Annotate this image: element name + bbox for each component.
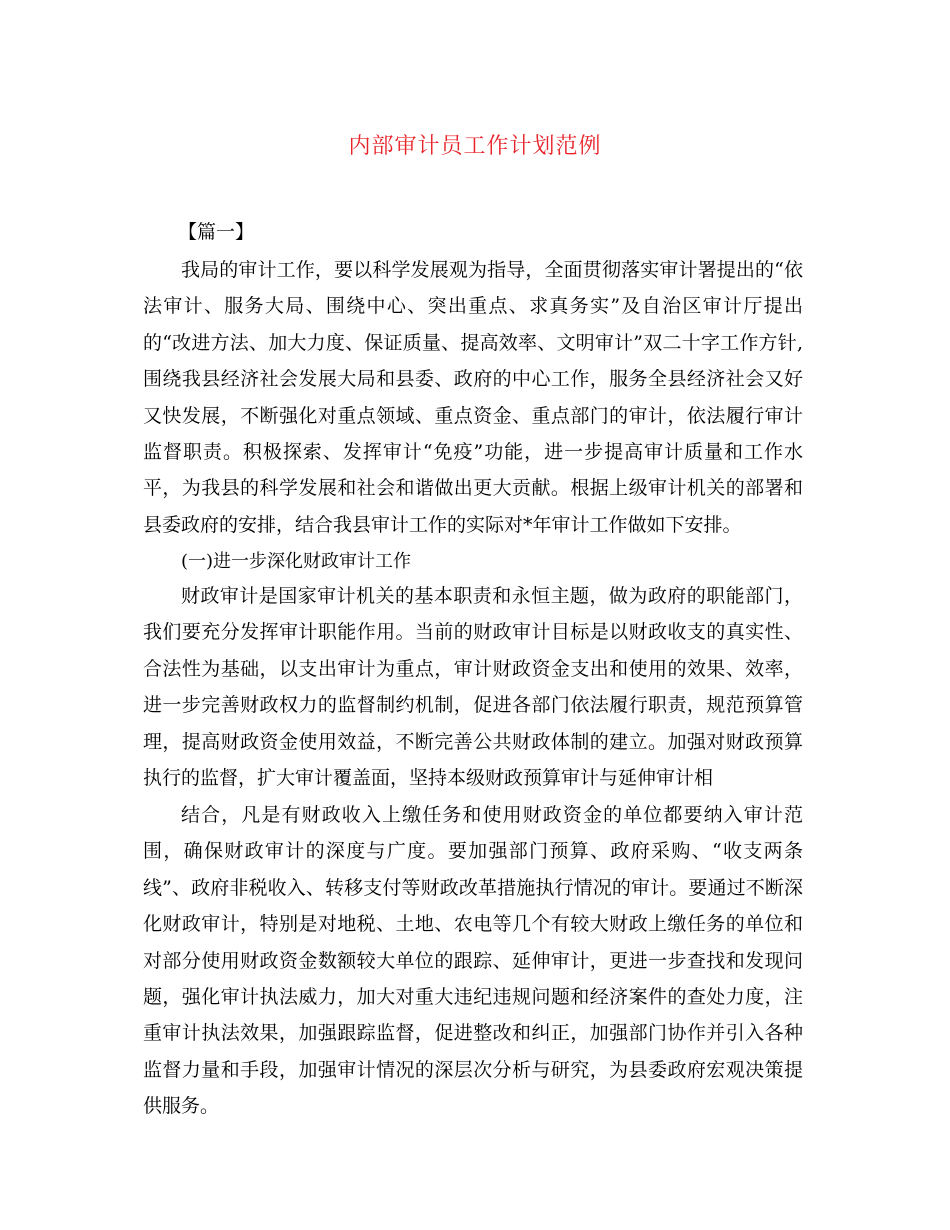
document-title: 内部审计员工作计划范例 <box>348 134 602 159</box>
paragraph-fiscal-audit: 财政审计是国家审计机关的基本职责和永恒主题，做为政府的职能部门，我们要充分发挥审计职能作用。当前的财政审计目标是以财政收支的真实性、合法性为基础，以支出审计为重点，审计财政资金支出和使用的效果、效率，进一步完善财政权力的监督制约机制，促进各部门依法履行职责，规范预算管理，提高财政资金使用效益，不断完善公共财政体制的建立。加强对财政预算执行的监督，扩大审计覆盖面，坚持本级财政预算审计与延伸审计相 <box>143 585 803 790</box>
section-marker: 【篇一】 <box>178 221 255 243</box>
paragraph-intro: 我局的审计工作，要以科学发展观为指导，全面贯彻落实审计署提出的“依法审计、服务大局、围绕中心、突出重点、求真务实”及自治区审计厅提出的“改进方法、加大力度、保证质量、提高效率、文明审计”双二十字工作方针,围绕我县经济社会发展大局和县委、政府的中心工作，服务全县经济社会又好又快发展，不断强化对重点领域、重点资金、重点部门的审计，依法履行审计监督职责。积极探索、发挥审计“免疫”功能，进一步提高审计质量和工作水平，为我县的科学发展和社会和谐做出更大贡献。根据上级审计机关的部署和县委政府的安排，结合我县审计工作的实际对*年审计工作做如下安排。 <box>143 259 803 536</box>
paragraph-fiscal-audit-continued: 结合，凡是有财政收入上缴任务和使用财政资金的单位都要纳入审计范围，确保财政审计的深度与广度。要加强部门预算、政府采购、“收支两条线”、政府非税收入、转移支付等财政改革措施执行情况的审计。要通过不断深化财政审计，特别是对地税、土地、农电等几个有较大财政上缴任务的单位和对部分使用财政资金数额较大单位的跟踪、延伸审计，更进一步查找和发现问题，强化审计执法威力，加大对重大违纪违规问题和经济案件的查处力度，注重审计执法效果，加强跟踪监督，促进整改和纠正，加强部门协作并引入各种监督力量和手段，加强审计情况的深层次分析与研究，为县委政府宏观决策提供服务。 <box>143 804 803 1118</box>
subheading-fiscal-audit: (一)进一步深化财政审计工作 <box>181 551 412 572</box>
